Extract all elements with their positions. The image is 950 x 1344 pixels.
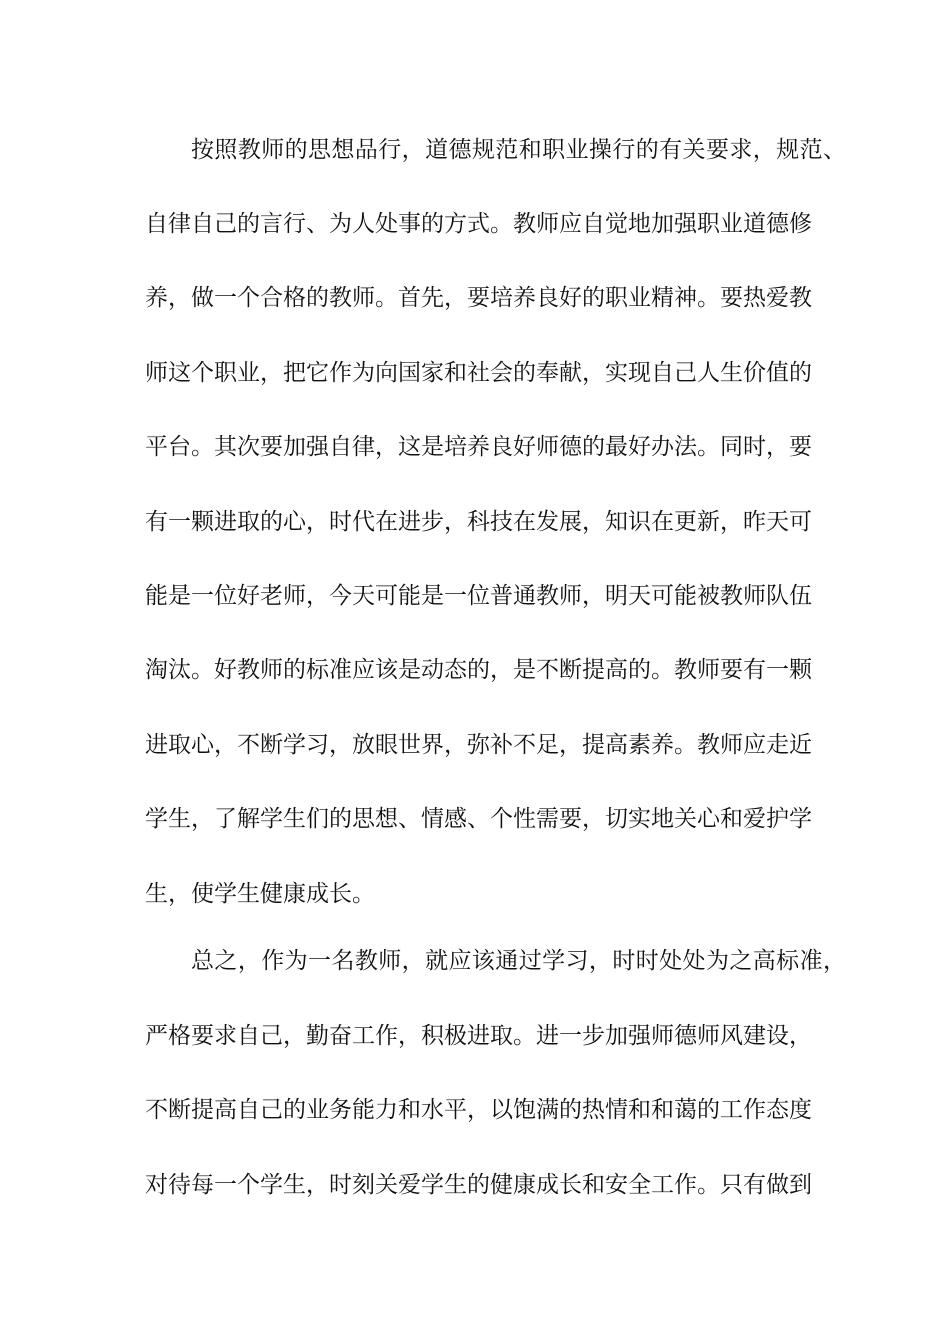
paragraph-1-line-3: 养，做一个合格的教师。首先，要培养良好的职业精神。要热爱教 (145, 285, 812, 311)
paragraph-2-line-3: 不断提高自己的业务能力和水平，以饱满的热情和和蔼的工作态度 (145, 1097, 812, 1123)
paragraph-1-line-1: 按照教师的思想品行，道德规范和职业操行的有关要求，规范、 (191, 137, 847, 163)
paragraph-1-line-7: 能是一位好老师，今天可能是一位普通教师，明天可能被教师队伍 (145, 583, 812, 609)
paragraph-1-line-4: 师这个职业，把它作为向国家和社会的奉献，实现自己人生价值的 (145, 360, 812, 386)
paragraph-1-line-5: 平台。其次要加强自律，这是培养良好师德的最好办法。同时，要 (145, 434, 812, 460)
paragraph-2-line-2: 严格要求自己，勤奋工作，积极进取。进一步加强师德师风建设， (145, 1023, 812, 1049)
paragraph-1-line-2: 自律自己的言行、为人处事的方式。教师应自觉地加强职业道德修 (145, 211, 812, 237)
paragraph-1-line-8: 淘汰。好教师的标准应该是动态的，是不断提高的。教师要有一颗 (145, 657, 812, 683)
paragraph-2-line-4: 对待每一个学生，时刻关爱学生的健康成长和安全工作。只有做到 (145, 1172, 812, 1198)
paragraph-2-line-1: 总之，作为一名教师，就应该通过学习，时时处处为之高标准， (191, 948, 847, 974)
paragraph-1-line-9: 进取心，不断学习，放眼世界，弥补不足，提高素养。教师应走近 (145, 732, 812, 758)
paragraph-1-line-10: 学生，了解学生们的思想、情感、个性需要，切实地关心和爱护学 (145, 806, 812, 832)
paragraph-1-line-6: 有一颗进取的心，时代在进步，科技在发展，知识在更新，昨天可 (145, 509, 812, 535)
paragraph-1-line-11: 生，使学生健康成长。 (145, 881, 375, 907)
